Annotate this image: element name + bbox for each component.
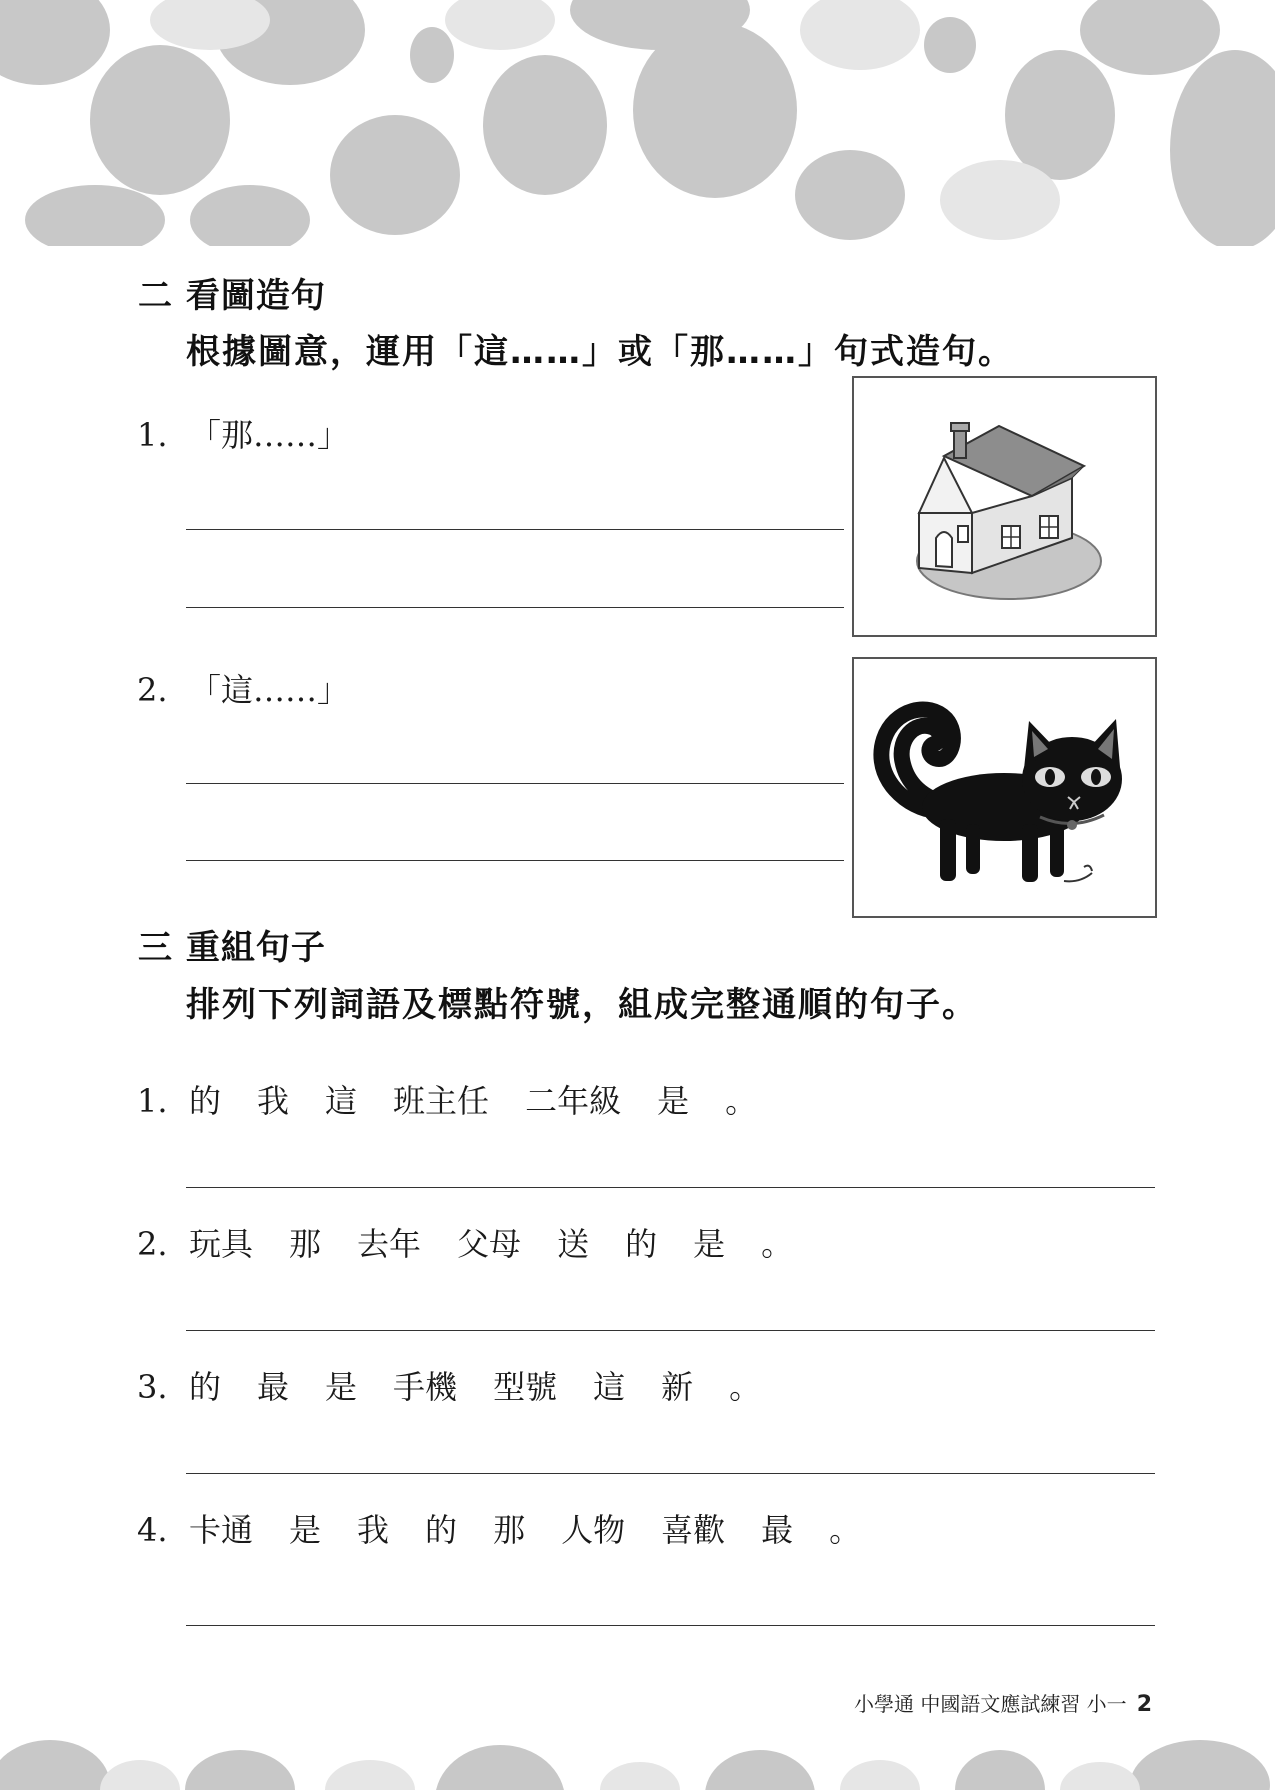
section-2-question-1 [137,410,349,456]
house-illustration [854,378,1155,635]
word-token: 最 [257,1368,290,1406]
answer-line[interactable] [186,1625,1155,1626]
black-cat-illustration [854,659,1155,916]
book-title: 小學通 中國語文應試練習 小一 [853,1692,1127,1716]
word-token: 的 [425,1511,458,1549]
word-token: 型號 [493,1368,558,1406]
word-token: 的 [625,1225,658,1263]
word-token: 喜歡 [661,1511,726,1549]
word-token: 最 [761,1511,794,1549]
word-token: 手機 [393,1368,458,1406]
decorative-circles-top [0,0,1275,248]
question-number: 2. [137,671,168,709]
word-token: 那 [289,1225,322,1263]
section-3-question-2 [137,1219,829,1265]
decorative-circles-bottom [0,1725,1275,1790]
word-token: 去年 [357,1225,422,1263]
word-token: 是 [289,1511,322,1549]
section-2-instruction: 根據圖意，運用「這……」或「那……」句式造句。 [186,332,1014,372]
word-token: 是 [693,1225,726,1263]
section-3-question-1 [137,1076,793,1122]
question-number: 1. [137,1082,168,1120]
word-token: 是 [657,1082,690,1120]
question-number: 1. [137,416,168,454]
word-token: 。 [725,1082,758,1120]
question-number: 4. [137,1511,168,1549]
word-token: 那 [493,1511,526,1549]
cat-picture-frame [852,657,1157,918]
section-3-question-4 [137,1505,897,1551]
word-token: 送 [557,1225,590,1263]
section-2-question-2 [137,665,349,711]
word-token: 父母 [457,1225,522,1263]
word-token: 班主任 [393,1082,490,1120]
word-token: 。 [761,1225,794,1263]
word-token: 二年級 [525,1082,622,1120]
word-token: 我 [357,1511,390,1549]
question-prompt: 「這……」 [189,671,350,709]
word-token: 是 [325,1368,358,1406]
word-token: 卡通 [189,1511,254,1549]
answer-line[interactable] [186,860,844,861]
word-token: 。 [829,1511,862,1549]
word-token: 。 [729,1368,762,1406]
section-3-question-3 [137,1362,797,1408]
page-footer [854,1688,1152,1717]
section-3-heading: 三 重組句子 [138,928,326,968]
question-prompt: 「那……」 [189,416,350,454]
page-number: 2 [1136,1692,1152,1717]
section-3-instruction: 排列下列詞語及標點符號，組成完整通順的句子。 [186,985,978,1025]
question-number: 3. [137,1368,168,1406]
section-2-heading: 二 看圖造句 [138,276,326,316]
word-token: 玩具 [189,1225,254,1263]
word-token: 人物 [561,1511,626,1549]
word-token: 的 [189,1082,222,1120]
word-token: 這 [593,1368,626,1406]
question-number: 2. [137,1225,168,1263]
answer-line[interactable] [186,607,844,608]
word-token: 新 [661,1368,694,1406]
house-picture-frame [852,376,1157,637]
answer-line[interactable] [186,529,844,530]
word-token: 的 [189,1368,222,1406]
word-token: 這 [325,1082,358,1120]
answer-line[interactable] [186,1473,1155,1474]
answer-line[interactable] [186,1187,1155,1188]
answer-line[interactable] [186,783,844,784]
answer-line[interactable] [186,1330,1155,1331]
word-token: 我 [257,1082,290,1120]
